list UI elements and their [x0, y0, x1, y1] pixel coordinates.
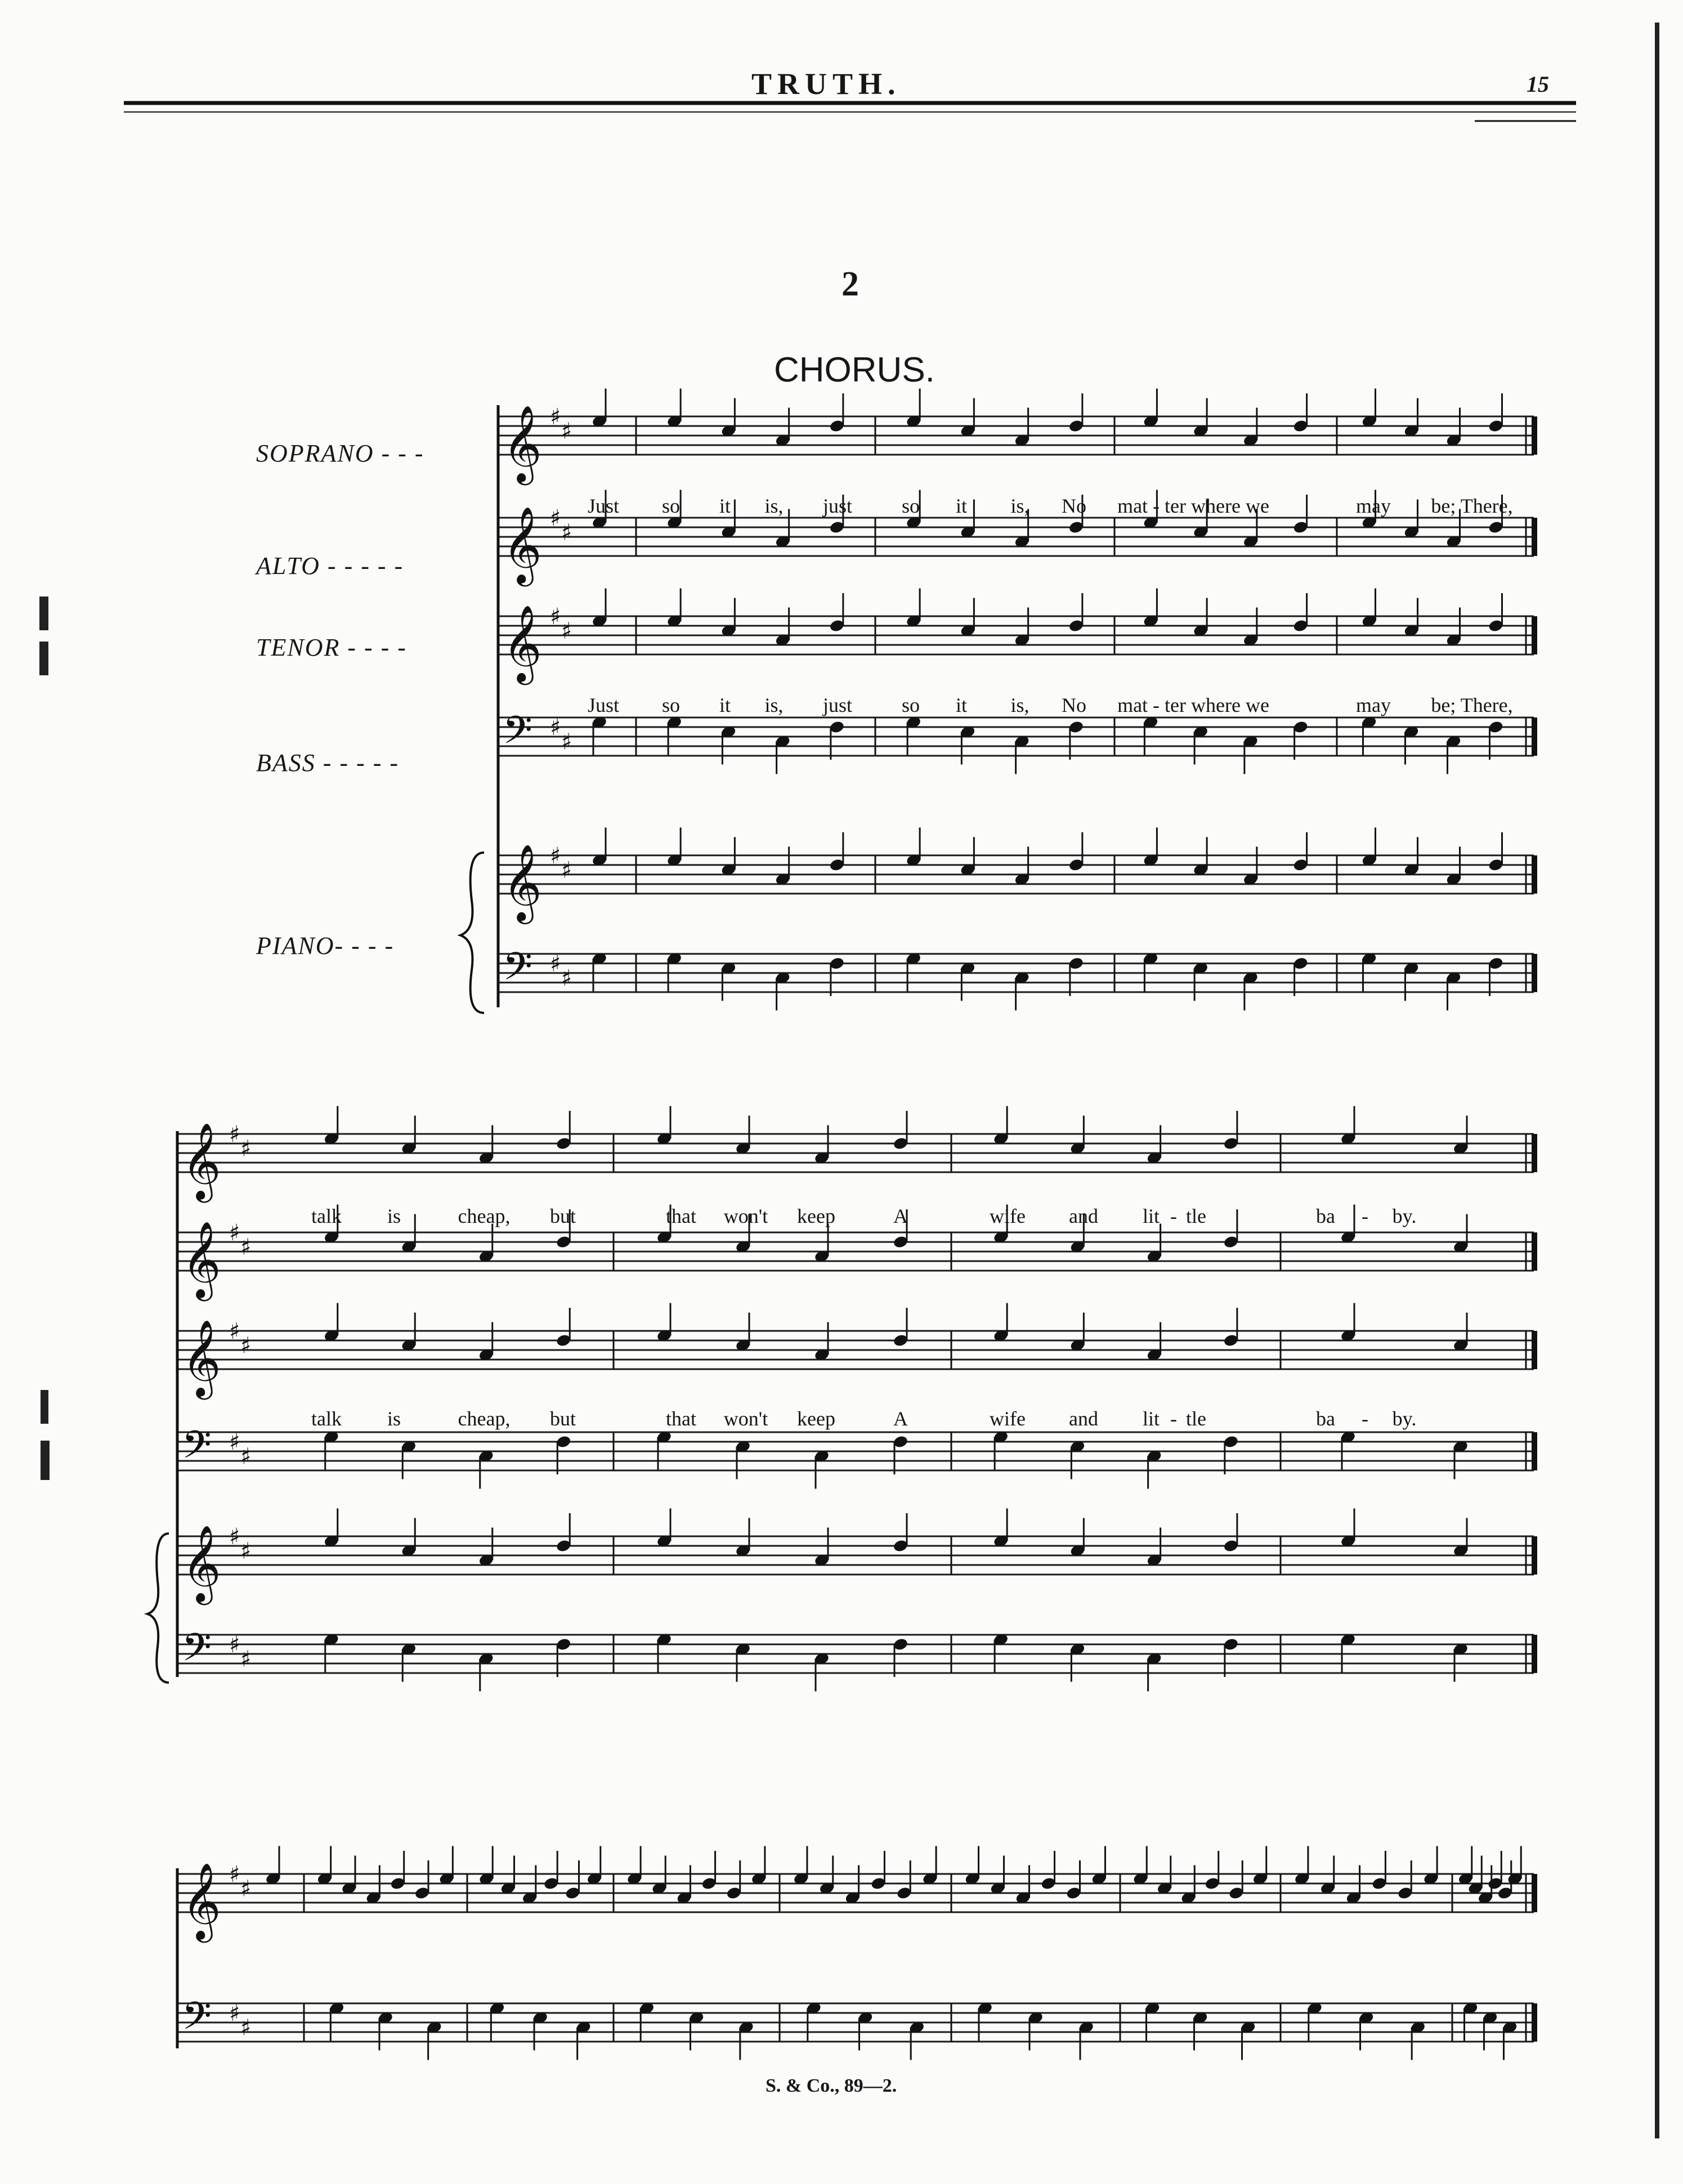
soprano-lyric: No [1062, 495, 1086, 517]
tenor-lyric: keep [797, 1407, 835, 1430]
soprano-lyric: won't [723, 1205, 768, 1227]
key-sharp-icon: ♯ [240, 1538, 252, 1564]
footer-imprint: S. & Co., 89—2. [766, 2075, 897, 2096]
tenor-lyric: that [666, 1407, 696, 1430]
treble-clef-icon: 𝄞 [503, 604, 542, 681]
tenor-lyric: mat - ter where we [1117, 694, 1269, 716]
treble-clef-icon: 𝄞 [182, 1862, 221, 1939]
key-sharp-icon: ♯ [550, 715, 561, 741]
soprano-lyric: wife [990, 1205, 1026, 1227]
tenor-lyric: by. [1392, 1407, 1417, 1430]
treble-clef-icon: 𝄞 [182, 1122, 221, 1199]
key-sharp-icon: ♯ [550, 404, 561, 430]
tenor-lyric: tle [1186, 1407, 1206, 1430]
tenor-lyric: so [661, 694, 681, 716]
treble-clef-icon: 𝄞 [182, 1319, 221, 1396]
soprano-lyric: it [955, 495, 968, 517]
final-barline [1532, 1874, 1537, 1912]
key-sharp-icon: ♯ [229, 1122, 240, 1147]
tenor-lyric: - [1362, 1407, 1368, 1430]
tenor-lyric: No [1062, 694, 1086, 716]
tenor-lyric: wife [990, 1407, 1026, 1430]
tenor-lyric: Just [587, 694, 620, 716]
soprano-lyric: be; There, [1431, 495, 1513, 517]
tenor-lyric: it [719, 694, 731, 716]
soprano-lyric: by. [1392, 1205, 1417, 1227]
treble-clef-icon: 𝄞 [182, 1524, 221, 1602]
key-sharp-icon: ♯ [240, 1646, 252, 1672]
treble-clef-icon: 𝄞 [503, 843, 542, 921]
bass-clef-icon: 𝄢 [182, 1626, 212, 1679]
soprano-lyric: that [666, 1205, 696, 1227]
tenor-lyric: may [1356, 694, 1391, 716]
bass-clef-icon: 𝄢 [182, 1423, 212, 1477]
key-sharp-icon: ♯ [550, 505, 561, 531]
soprano-lyric: ba [1316, 1205, 1335, 1227]
final-barline [1532, 1331, 1537, 1369]
key-sharp-icon: ♯ [561, 857, 572, 884]
key-sharp-icon: ♯ [240, 1876, 252, 1902]
tenor-lyric: and [1069, 1407, 1098, 1430]
page-edge-marks [39, 23, 1659, 2138]
piano-label: PIANO- - - - [256, 932, 395, 959]
final-barline [1532, 855, 1537, 894]
header-rule [124, 103, 1576, 121]
final-barline [1532, 1232, 1537, 1271]
tenor-lyric: A [893, 1407, 908, 1430]
bass-clef-icon: 𝄢 [503, 945, 532, 998]
tenor-lyric: is [387, 1407, 401, 1430]
key-sharp-icon: ♯ [561, 729, 572, 755]
alto-label: ALTO - - - - - [256, 552, 404, 580]
notes [265, 389, 1523, 2060]
bass-clef-icon: 𝄢 [503, 708, 532, 762]
soprano-lyric: talk [311, 1205, 342, 1227]
key-sharp-icon: ♯ [240, 1333, 252, 1359]
piano-brace [460, 853, 484, 1013]
running-title: TRUTH. [751, 67, 901, 101]
tenor-lyric: so [901, 694, 920, 716]
final-barline [1532, 717, 1537, 756]
soprano-lyric: A [893, 1205, 908, 1227]
soprano-lyric: tle [1186, 1205, 1206, 1227]
barlines [147, 405, 1537, 2048]
soprano-lyric: is, [1010, 495, 1030, 517]
tenor-lyric: but [549, 1407, 576, 1430]
page-number: 15 [1527, 71, 1549, 97]
tenor-lyric: is, [764, 694, 784, 716]
final-barline [1532, 616, 1537, 654]
final-barline [1532, 2003, 1537, 2042]
key-sharp-icon: ♯ [550, 951, 561, 977]
final-barline [1532, 518, 1537, 556]
soprano-lyric: just [822, 495, 853, 517]
tenor-lyric: just [822, 694, 853, 716]
tenor-lyric: cheap, [458, 1407, 511, 1430]
soprano-lyric: keep [797, 1205, 835, 1227]
final-barline [1532, 1536, 1537, 1575]
key-sharp-icon: ♯ [229, 1429, 240, 1455]
treble-clef-icon: 𝄞 [503, 404, 542, 482]
final-barline [1532, 1134, 1537, 1172]
key-sharp-icon: ♯ [240, 1136, 252, 1162]
key-sharp-icon: ♯ [240, 2015, 252, 2041]
key-sharp-icon: ♯ [240, 1234, 252, 1261]
soprano-lyric: but [549, 1205, 576, 1227]
key-sharp-icon: ♯ [229, 2001, 240, 2026]
soprano-lyric: is, [764, 495, 784, 517]
soprano-lyric: so [901, 495, 920, 517]
key-sharp-icon: ♯ [561, 418, 572, 445]
soprano-lyric: it [719, 495, 731, 517]
final-barline [1532, 954, 1537, 992]
key-sharp-icon: ♯ [229, 1524, 240, 1550]
tenor-lyric: be; There, [1431, 694, 1513, 716]
final-barline [1532, 416, 1537, 455]
key-sharp-icon: ♯ [550, 604, 561, 630]
key-sharp-icon: ♯ [561, 519, 572, 546]
tenor-lyric: is, [1010, 694, 1030, 716]
key-sharp-icon: ♯ [229, 1220, 240, 1246]
staves [177, 416, 1534, 2042]
soprano-lyric: cheap, [458, 1205, 511, 1227]
section-number: 2 [842, 265, 859, 303]
soprano-lyric: is [387, 1205, 401, 1227]
key-sharp-icon: ♯ [229, 1862, 240, 1887]
key-sharp-icon: ♯ [229, 1319, 240, 1344]
chorus-title: CHORUS. [774, 351, 935, 389]
soprano-lyric: and [1069, 1205, 1098, 1227]
bass-clef-icon: 𝄢 [182, 1994, 212, 2048]
tenor-label: TENOR - - - - [256, 634, 407, 661]
treble-clef-icon: 𝄞 [503, 505, 542, 583]
soprano-lyric: lit [1142, 1205, 1160, 1227]
soprano-label: SOPRANO - - - [256, 440, 424, 467]
final-barline [1532, 1432, 1537, 1470]
soprano-lyric: Just [587, 495, 620, 517]
tenor-lyric: it [955, 694, 968, 716]
soprano-lyric: may [1356, 495, 1391, 517]
soprano-lyric: so [661, 495, 681, 517]
soprano-lyric: mat - ter where we [1117, 495, 1269, 517]
treble-clef-icon: 𝄞 [182, 1220, 221, 1298]
key-sharp-icon: ♯ [550, 843, 561, 869]
key-sharp-icon: ♯ [561, 965, 572, 992]
key-sharp-icon: ♯ [561, 618, 572, 644]
soprano-lyric: - [1362, 1205, 1368, 1227]
final-barline [1532, 1635, 1537, 1673]
tenor-lyric: ba [1316, 1407, 1335, 1430]
key-sharp-icon: ♯ [240, 1443, 252, 1470]
tenor-lyric: lit [1142, 1407, 1160, 1430]
key-sharp-icon: ♯ [229, 1632, 240, 1658]
bass-label: BASS - - - - - [256, 749, 400, 777]
tenor-lyric: won't [723, 1407, 768, 1430]
clefs [182, 404, 572, 2048]
piano-brace [147, 1533, 169, 1683]
soprano-lyric: - [1170, 1205, 1177, 1227]
tenor-lyric: - [1170, 1407, 1177, 1430]
tenor-lyric: talk [311, 1407, 342, 1430]
